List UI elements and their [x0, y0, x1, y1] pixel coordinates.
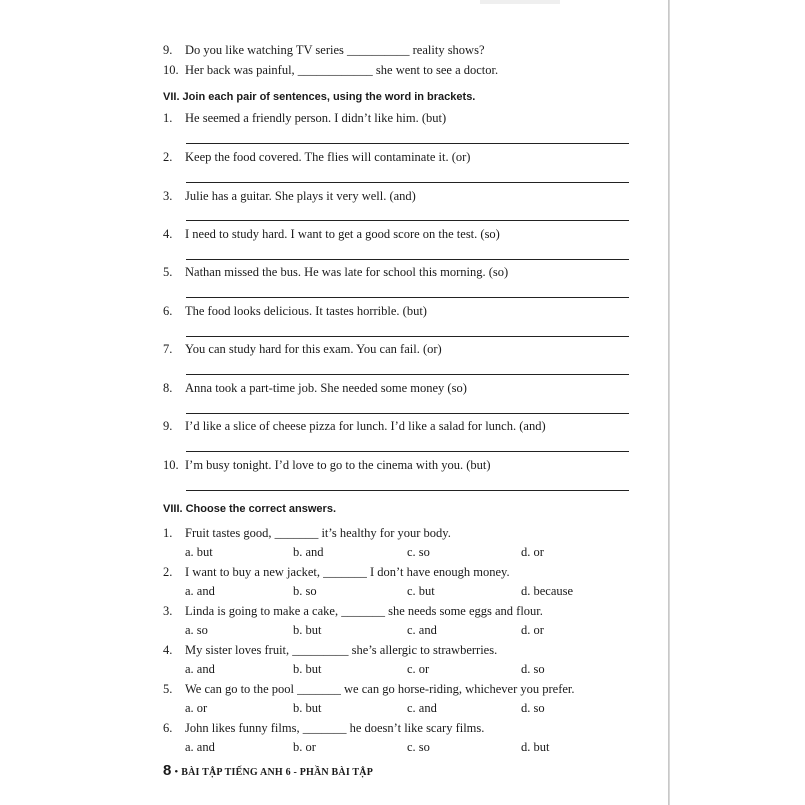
option-d[interactable]: d. so	[521, 701, 545, 715]
option-a[interactable]: a. and	[185, 584, 215, 598]
answer-line[interactable]	[186, 259, 629, 260]
item-text: Do you like watching TV series __________ reality shows?	[185, 43, 485, 57]
section-vii-item-3	[163, 188, 416, 204]
section-viii-question-3	[163, 603, 543, 619]
option-c[interactable]: c. or	[407, 662, 430, 676]
item-number: 6.	[163, 304, 173, 318]
option-d[interactable]: d. or	[521, 623, 544, 637]
item-number: 1.	[163, 526, 173, 540]
option-c[interactable]: c. and	[407, 701, 437, 715]
section-vii-item-2	[163, 149, 470, 165]
item-text: I’d like a slice of cheese pizza for lunch. I’d like a salad for lunch. (and)	[185, 419, 546, 433]
section-viii-question-5	[163, 681, 575, 697]
item-text: Anna took a part-time job. She needed some money (so)	[185, 381, 467, 395]
option-a[interactable]: a. so	[185, 623, 208, 637]
question-text: My sister loves fruit, _________ she’s allergic to strawberries.	[185, 643, 498, 657]
answer-line[interactable]	[186, 413, 629, 414]
item-number: 4.	[163, 643, 173, 657]
item-number: 5.	[163, 265, 173, 279]
option-b[interactable]: b. but	[293, 662, 322, 676]
item-number: 4.	[163, 227, 173, 241]
page-number: 8	[163, 762, 172, 779]
item-number: 3.	[163, 189, 173, 203]
question-text: We can go to the pool _______ we can go horse-riding, whichever you prefer.	[185, 682, 575, 696]
item-text: Julie has a guitar. She plays it very well. (and)	[185, 189, 416, 203]
answer-line[interactable]	[186, 220, 629, 221]
option-d[interactable]: d. but	[521, 740, 550, 754]
book-title: BÀI TẬP TIẾNG ANH 6 - PHẦN BÀI TẬP	[181, 767, 374, 778]
exercise-vi-item-9	[163, 42, 485, 58]
section-vii-item-1	[163, 110, 446, 126]
option-a[interactable]: a. or	[185, 701, 208, 715]
section-viii-question-1	[163, 525, 451, 541]
section-viii-question-6	[163, 720, 484, 736]
option-b[interactable]: b. or	[293, 740, 316, 754]
option-c[interactable]: c. so	[407, 545, 430, 559]
section-vii-item-7	[163, 341, 442, 357]
item-text: You can study hard for this exam. You can fail. (or)	[185, 342, 442, 356]
item-text: I’m busy tonight. I’d love to go to the cinema with you. (but)	[185, 458, 491, 472]
item-number: 9.	[163, 419, 173, 433]
section-viii-question-2	[163, 564, 510, 580]
item-text: I need to study hard. I want to get a good score on the test. (so)	[185, 227, 500, 241]
option-b[interactable]: b. but	[293, 623, 322, 637]
bullet-icon: •	[174, 766, 179, 778]
option-a[interactable]: a. but	[185, 545, 213, 559]
option-b[interactable]: b. but	[293, 701, 322, 715]
answer-line[interactable]	[186, 490, 629, 491]
item-number: 2.	[163, 150, 173, 164]
page-footer	[163, 762, 373, 780]
item-text: He seemed a friendly person. I didn’t like him. (but)	[185, 111, 447, 125]
answer-line[interactable]	[186, 143, 629, 144]
section-vii-item-4	[163, 226, 500, 242]
item-number: 6.	[163, 721, 173, 735]
item-number: 9.	[163, 43, 173, 57]
option-a[interactable]: a. and	[185, 740, 215, 754]
item-number: 10.	[163, 63, 179, 77]
option-a[interactable]: a. and	[185, 662, 215, 676]
item-number: 5.	[163, 682, 173, 696]
section-vii-item-6	[163, 303, 427, 319]
answer-line[interactable]	[186, 182, 629, 183]
section-vii-heading: VII. Join each pair of sentences, using the word in brackets.	[163, 91, 476, 103]
answer-line[interactable]	[186, 336, 629, 337]
section-viii-heading: VIII. Choose the correct answers.	[163, 503, 337, 515]
option-b[interactable]: b. and	[293, 545, 324, 559]
item-number: 1.	[163, 111, 173, 125]
exercise-vi-item-10	[163, 62, 498, 78]
option-c[interactable]: c. but	[407, 584, 435, 598]
question-text: Linda is going to make a cake, _______ she needs some eggs and flour.	[185, 604, 543, 618]
answer-line[interactable]	[186, 374, 629, 375]
question-text: John likes funny films, _______ he doesn’t like scary films.	[185, 721, 485, 735]
item-text: Keep the food covered. The flies will contaminate it. (or)	[185, 150, 471, 164]
question-text: Fruit tastes good, _______ it’s healthy for your body.	[185, 526, 451, 540]
item-number: 3.	[163, 604, 173, 618]
option-c[interactable]: c. and	[407, 623, 437, 637]
option-d[interactable]: d. or	[521, 545, 544, 559]
item-number: 8.	[163, 381, 173, 395]
section-vii-item-8	[163, 380, 467, 396]
option-b[interactable]: b. so	[293, 584, 317, 598]
item-number: 10.	[163, 458, 179, 472]
section-vii-item-5	[163, 264, 508, 280]
page-edge	[668, 0, 669, 805]
option-c[interactable]: c. so	[407, 740, 430, 754]
item-number: 2.	[163, 565, 173, 579]
question-text: I want to buy a new jacket, _______ I don’t have enough money.	[185, 565, 510, 579]
item-text: Her back was painful, ____________ she went to see a doctor.	[185, 63, 499, 77]
item-text: Nathan missed the bus. He was late for school this morning. (so)	[185, 265, 509, 279]
item-text: The food looks delicious. It tastes horrible. (but)	[185, 304, 427, 318]
item-number: 7.	[163, 342, 173, 356]
option-d[interactable]: d. so	[521, 662, 545, 676]
scan-shade	[480, 0, 560, 4]
section-vii-item-10	[163, 457, 491, 473]
option-d[interactable]: d. because	[521, 584, 574, 598]
answer-line[interactable]	[186, 297, 629, 298]
section-vii-item-9	[163, 418, 546, 434]
answer-line[interactable]	[186, 451, 629, 452]
section-viii-question-4	[163, 642, 497, 658]
